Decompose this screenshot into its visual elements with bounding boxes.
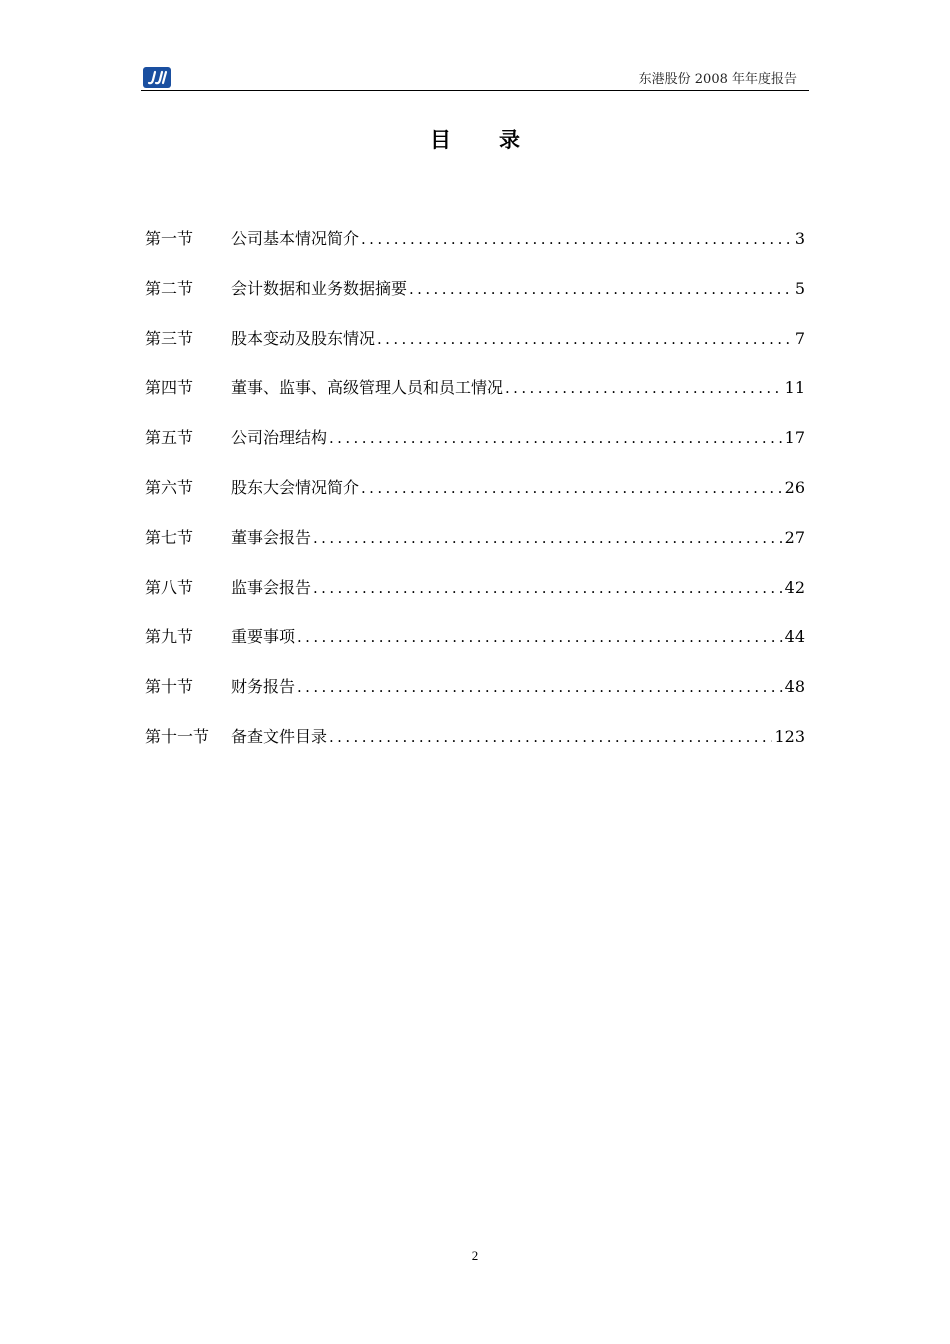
toc-section-title: 公司治理结构	[231, 428, 328, 448]
toc-section-title: 财务报告	[231, 677, 296, 697]
toc-entry[interactable]	[145, 326, 805, 376]
toc-page-number: 27	[784, 527, 805, 547]
toc-page-number: 42	[784, 577, 805, 597]
toc-section-number: 第六节	[145, 477, 194, 497]
toc-entry[interactable]	[145, 674, 805, 724]
toc-page-number: 123	[774, 726, 805, 746]
toc-section-number: 第十节	[145, 677, 194, 697]
toc-section-number: 第十一节	[145, 726, 210, 746]
toc-page-number: 7	[794, 328, 805, 348]
page-footer-number: 2	[471, 1248, 479, 1263]
toc-section-title: 股东大会情况简介	[231, 477, 360, 497]
toc-page-number: 11	[784, 378, 805, 398]
toc-section-number: 第九节	[145, 627, 194, 647]
toc-entry[interactable]	[145, 575, 805, 625]
toc-leader-dots	[313, 529, 783, 547]
toc-section-title: 股本变动及股东情况	[231, 328, 376, 348]
toc-section-number: 第四节	[145, 378, 194, 398]
toc-page-number: 44	[784, 627, 805, 647]
toc-section-title: 监事会报告	[231, 577, 312, 597]
toc-section-title: 备查文件目录	[231, 726, 328, 746]
toc-leader-dots	[409, 280, 793, 298]
header-title: 东港股份 2008 年年度报告	[638, 72, 797, 87]
toc-section-number: 第三节	[145, 328, 194, 348]
toc-section-number: 第七节	[145, 527, 194, 547]
table-of-contents	[145, 226, 805, 774]
toc-leader-dots	[505, 379, 783, 397]
toc-section-number: 第二节	[145, 278, 194, 298]
toc-entry[interactable]	[145, 724, 805, 774]
toc-section-title: 董事、监事、高级管理人员和员工情况	[231, 378, 504, 398]
toc-leader-dots	[297, 628, 783, 646]
toc-page-number: 48	[784, 677, 805, 697]
toc-leader-dots	[377, 330, 793, 348]
toc-entry[interactable]	[145, 425, 805, 475]
toc-section-title: 公司基本情况简介	[231, 229, 360, 248]
toc-page-number: 17	[784, 428, 805, 448]
toc-section-title: 重要事项	[231, 627, 296, 647]
toc-leader-dots	[329, 429, 783, 447]
toc-leader-dots	[361, 479, 783, 497]
toc-leader-dots	[297, 678, 783, 696]
toc-page-number: 3	[794, 229, 805, 248]
toc-entry[interactable]	[145, 475, 805, 525]
toc-leader-dots	[313, 579, 783, 597]
toc-section-title: 会计数据和业务数据摘要	[231, 278, 408, 298]
toc-entry[interactable]	[145, 624, 805, 674]
toc-entry[interactable]	[145, 276, 805, 326]
toc-page-number: 26	[784, 477, 805, 497]
page-title: 目录	[430, 128, 568, 152]
toc-section-number: 第五节	[145, 428, 194, 448]
toc-entry[interactable]	[145, 226, 805, 276]
toc-entry[interactable]	[145, 375, 805, 425]
toc-entry[interactable]	[145, 525, 805, 575]
toc-section-title: 董事会报告	[231, 527, 312, 547]
toc-leader-dots	[329, 728, 772, 746]
toc-section-number: 第一节	[145, 229, 194, 248]
company-logo-icon	[143, 67, 171, 88]
page-header	[141, 64, 809, 91]
toc-leader-dots	[361, 230, 793, 248]
toc-page-number: 5	[794, 278, 805, 298]
toc-section-number: 第八节	[145, 577, 194, 597]
